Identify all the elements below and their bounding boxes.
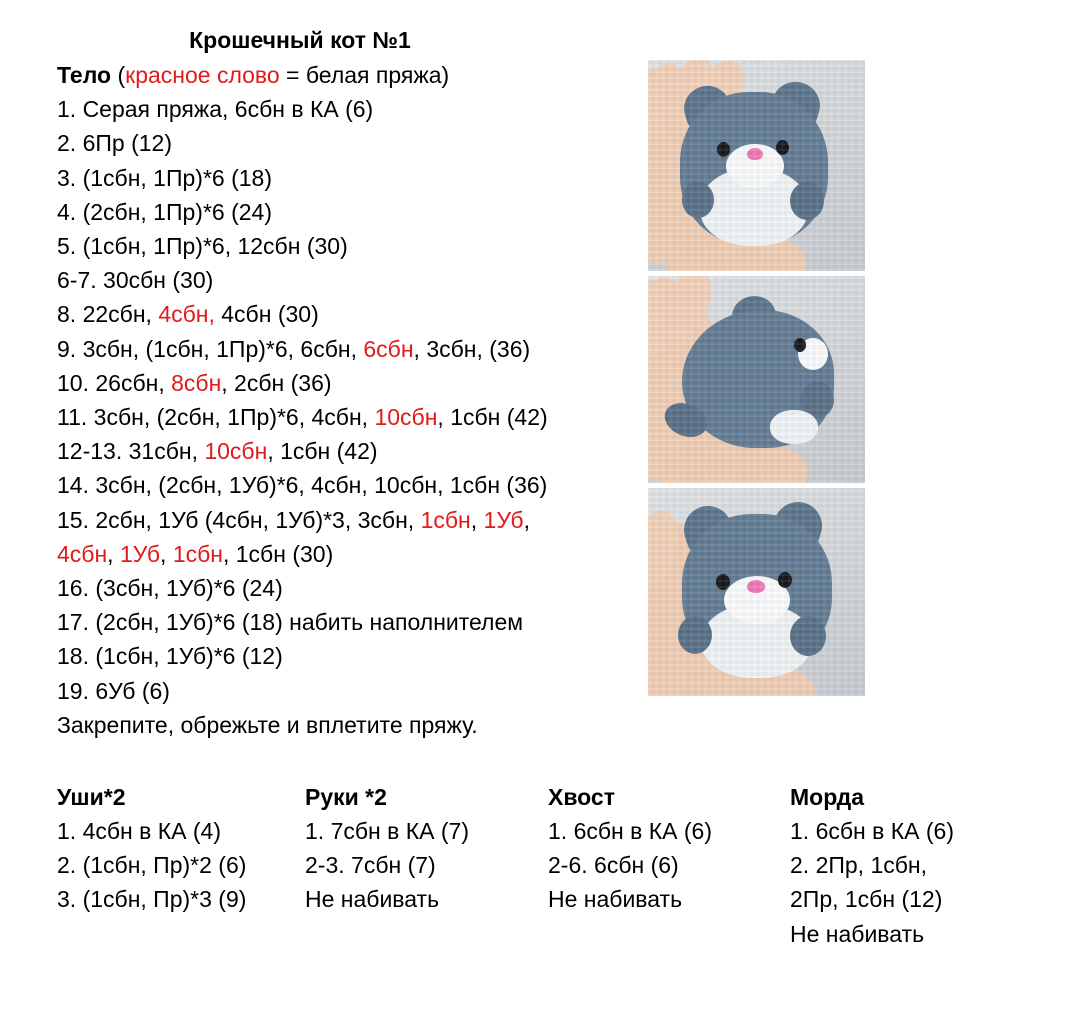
photo-strip — [648, 60, 865, 701]
red-segment: 4сбн — [57, 540, 108, 567]
body-heading-label: Тело — [57, 62, 112, 88]
red-segment: 6сбн — [363, 335, 414, 362]
body-heading-red-note: красное слово — [125, 62, 280, 88]
part-ears-line: 2. (1сбн, Пр)*2 (6) — [57, 852, 247, 879]
part-arms-line: 2-3. 7сбн (7) — [305, 852, 436, 879]
text-segment: , 2сбн (36) — [221, 369, 332, 396]
cat-eye-right — [778, 572, 792, 588]
text-segment: 3. (1сбн, 1Пр)*6 (18) — [57, 164, 272, 191]
part-tail-line: Не набивать — [548, 886, 683, 913]
cat-belly — [770, 410, 818, 444]
text-segment: 4сбн (30) — [214, 301, 319, 328]
part-arms-line: 1. 7сбн в КА (7) — [305, 818, 469, 844]
cat-paw-right — [790, 616, 826, 656]
text-segment: 15. 2сбн, 1Уб (4сбн, 1Уб)*3, 3сбн, — [57, 506, 421, 533]
row-8 — [57, 297, 657, 331]
row-2 — [57, 126, 657, 160]
row-9 — [57, 332, 657, 366]
text-segment: 9. 3сбн, (1сбн, 1Пр)*6, 6сбн, — [57, 335, 364, 362]
text-segment: , 1сбн (42) — [267, 438, 378, 465]
row-11 — [57, 400, 657, 434]
red-segment: 10сбн — [374, 404, 438, 431]
row-finish — [57, 708, 657, 742]
instruction-rows — [57, 92, 657, 742]
row-18 — [57, 639, 657, 673]
part-ears — [57, 780, 297, 917]
red-segment: 1сбн — [420, 506, 471, 533]
row-1 — [57, 92, 657, 126]
row-12 — [57, 434, 657, 468]
text-segment: 5. (1сбн, 1Пр)*6, 12сбн (30) — [57, 233, 348, 260]
text-segment: , — [160, 540, 173, 567]
part-ears-title: Уши*2 — [57, 784, 126, 810]
part-tail-title: Хвост — [548, 784, 615, 810]
red-segment: 8сбн — [171, 369, 222, 396]
photo-side-view — [648, 276, 865, 483]
cat-eye-right — [776, 140, 789, 155]
text-segment: , 3сбн, (36) — [413, 335, 531, 362]
row-10 — [57, 366, 657, 400]
text-segment: , — [107, 540, 120, 567]
cat-paw-left — [678, 616, 712, 654]
part-muzzle — [790, 780, 1040, 951]
row-5 — [57, 229, 657, 263]
body-heading-paren: ( — [111, 62, 126, 88]
row-16 — [57, 571, 657, 605]
row-19 — [57, 674, 657, 708]
row-14 — [57, 468, 657, 502]
text-segment: , — [523, 506, 530, 533]
part-ears-line: 3. (1сбн, Пр)*3 (9) — [57, 886, 247, 913]
text-segment: 2. 6Пр (12) — [57, 130, 172, 157]
text-segment: 17. (2сбн, 1Уб)*6 (18) набить наполнителем — [57, 609, 524, 636]
text-segment: 1. Серая пряжа, 6сбн в КА (6) — [57, 96, 374, 123]
part-ears-line: 1. 4сбн в КА (4) — [57, 818, 221, 844]
text-segment: Закрепите, обрежьте и вплетите пряжу. — [57, 711, 478, 738]
red-segment: 10сбн — [204, 438, 268, 465]
text-segment: 8. 22сбн, — [57, 301, 159, 328]
row-6 — [57, 263, 657, 297]
part-arms-title: Руки *2 — [305, 784, 387, 810]
red-segment: 1сбн — [172, 540, 223, 567]
red-segment: 4сбн, — [158, 301, 215, 328]
cat-eye — [794, 338, 806, 352]
cat-eye-left — [717, 142, 730, 157]
photo-front-view — [648, 60, 865, 271]
red-segment: 1Уб — [119, 540, 161, 567]
part-muzzle-line: 2. 2Пр, 1сбн, — [790, 852, 928, 879]
row-17 — [57, 605, 657, 639]
part-tail — [548, 780, 784, 917]
text-segment: 19. 6Уб (6) — [57, 677, 170, 704]
text-segment: 18. (1сбн, 1Уб)*6 (12) — [57, 643, 283, 670]
part-arms-line: Не набивать — [305, 886, 440, 913]
cat-nose — [747, 148, 763, 160]
text-segment: , 1сбн (30) — [222, 540, 334, 567]
text-segment: 4. (2сбн, 1Пр)*6 (24) — [57, 198, 272, 225]
part-muzzle-title: Морда — [790, 784, 865, 810]
text-segment: 11. 3сбн, (2сбн, 1Пр)*6, 4сбн, — [57, 404, 375, 431]
row-4 — [57, 195, 657, 229]
row-15a — [57, 503, 657, 537]
text-segment: 6-7. 30сбн (30) — [57, 267, 214, 294]
part-tail-line: 1. 6сбн в КА (6) — [548, 818, 712, 844]
page-title: Крошечный кот №1 — [189, 27, 411, 53]
text-segment: 16. (3сбн, 1Уб)*6 (24) — [57, 575, 283, 602]
text-segment: , — [470, 506, 484, 533]
row-3 — [57, 161, 657, 195]
text-segment: 10. 26сбн, — [57, 369, 172, 396]
cat-paw-left — [682, 182, 714, 218]
part-muzzle-line: 2Пр, 1сбн (12) — [790, 886, 943, 913]
part-arms — [305, 780, 543, 917]
cat-paw-right — [790, 182, 824, 220]
part-tail-line: 2-6. 6сбн (6) — [548, 852, 679, 879]
body-heading — [57, 58, 657, 92]
photo-face-view — [648, 488, 865, 696]
body-heading-rest: = белая пряжа) — [279, 62, 450, 88]
row-15b — [57, 537, 657, 571]
cat-nose — [747, 580, 765, 593]
cat-eye-left — [716, 574, 730, 590]
red-segment: 1Уб — [483, 506, 524, 533]
text-segment: 12-13. 31сбн, — [57, 438, 205, 465]
part-muzzle-line: Не набивать — [790, 920, 925, 947]
part-muzzle-line: 1. 6сбн в КА (6) — [790, 818, 954, 844]
body-instructions — [57, 58, 657, 742]
text-segment: 14. 3сбн, (2сбн, 1Уб)*6, 4сбн, 10сбн, 1сбн (36) — [57, 472, 548, 499]
text-segment: , 1сбн (42) — [437, 404, 548, 431]
